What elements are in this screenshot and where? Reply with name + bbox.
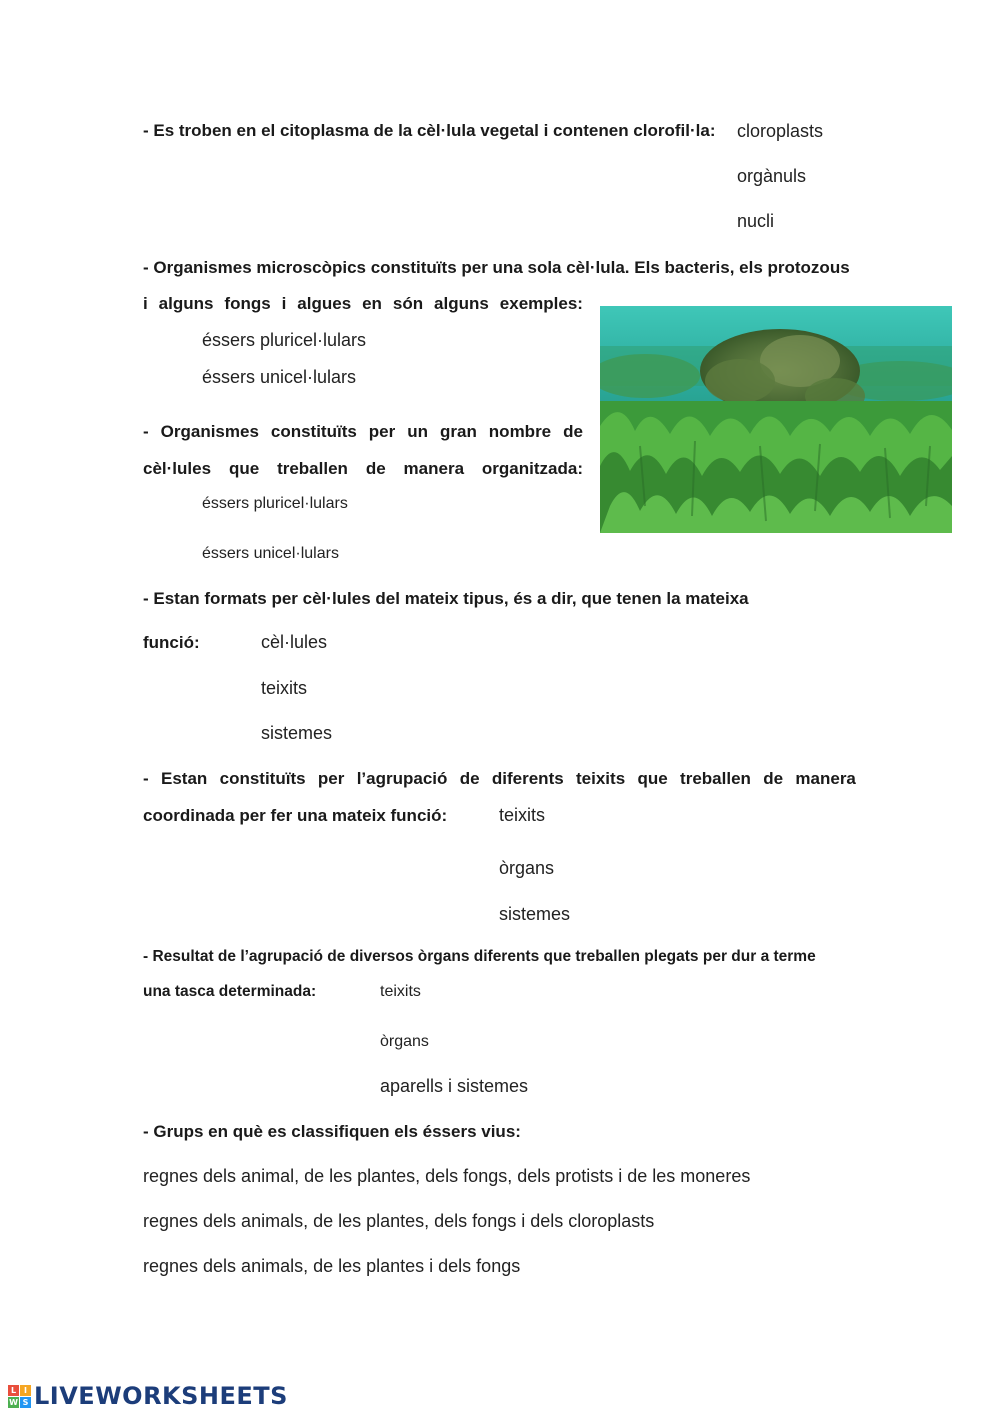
q3-word: manera	[403, 459, 465, 478]
liveworksheets-logo	[8, 1383, 288, 1409]
logo-block: W	[9, 1397, 18, 1407]
logo-block: S	[20, 1397, 31, 1408]
q3-prompt-line2	[143, 460, 583, 477]
q5-option-organs[interactable]: òrgans	[499, 858, 555, 878]
q5-word: que	[637, 769, 668, 788]
q5-word: l’agrupació	[356, 769, 448, 788]
q7-prompt: - Grups en què es classifiquen els éssers vius:	[143, 1122, 521, 1141]
q2-word: exemples:	[499, 294, 583, 313]
q5-word: -	[143, 769, 149, 788]
q4-option-cellules[interactable]: cèl·lules	[261, 632, 328, 652]
q3-word: Organismes	[160, 422, 259, 441]
q5-word: teixits	[576, 769, 626, 788]
q3-word: cèl·lules	[143, 459, 212, 478]
q6-option-aparells-i-sistemes[interactable]: aparells i sistemes	[380, 1076, 529, 1096]
seaweed-image	[600, 306, 952, 533]
logo-block: L	[8, 1385, 19, 1396]
q3-word: organitzada:	[481, 459, 583, 478]
q5-option-sistemes[interactable]: sistemes	[499, 904, 571, 924]
q6-option-organs[interactable]: òrgans	[380, 1033, 429, 1050]
q4-prompt-line2: funció:	[143, 633, 200, 652]
q6-option-teixits[interactable]: teixits	[380, 983, 421, 1000]
q3-word: gran	[439, 422, 477, 441]
q2-option-pluricellulars[interactable]: éssers pluricel·lulars	[202, 330, 367, 350]
q4-option-sistemes[interactable]: sistemes	[261, 723, 333, 743]
q2-word: alguns	[434, 294, 489, 313]
q4-option-teixits[interactable]: teixits	[261, 678, 308, 698]
seaweed-photo	[600, 306, 952, 533]
q1-option-cloroplasts[interactable]: cloroplasts	[737, 121, 824, 141]
q5-word: de	[459, 769, 480, 788]
q7-option-3[interactable]: regnes dels animals, de les plantes i dels fongs	[143, 1256, 521, 1276]
q5-word: manera	[795, 769, 856, 788]
logo-block: I	[20, 1385, 31, 1396]
q3-word: un	[407, 422, 429, 441]
q5-option-teixits[interactable]: teixits	[499, 805, 546, 825]
q3-word: de	[365, 459, 386, 478]
logo-blocks-icon	[8, 1385, 31, 1408]
q2-option-unicellulars[interactable]: éssers unicel·lulars	[202, 367, 357, 387]
q3-word: per	[368, 422, 396, 441]
q3-option-pluricellulars[interactable]: éssers pluricel·lulars	[202, 495, 348, 512]
q2-word: i	[281, 294, 287, 313]
q6-prompt-line1: - Resultat de l’agrupació de diversos òrgans diferents que treballen plegats per dur a terme	[143, 948, 816, 965]
q3-word: que	[228, 459, 260, 478]
q5-word: diferents	[491, 769, 564, 788]
q5-word: constituïts	[219, 769, 306, 788]
q2-word: fongs	[224, 294, 271, 313]
q3-word: nombre	[488, 422, 552, 441]
q7-option-2[interactable]: regnes dels animals, de les plantes, dels fongs i dels cloroplasts	[143, 1211, 655, 1231]
q3-prompt-line1	[143, 423, 583, 440]
q5-word: Estan	[161, 769, 208, 788]
q5-word: per	[317, 769, 345, 788]
q2-word: alguns	[158, 294, 214, 313]
q4-prompt-line1: - Estan formats per cèl·lules del mateix tipus, és a dir, que tenen la mateixa	[143, 589, 749, 608]
q5-prompt-line1	[143, 770, 856, 787]
q3-word: -	[143, 422, 149, 441]
q2-word: en	[362, 294, 382, 313]
q5-prompt-line2: coordinada per fer una mateix funció:	[143, 806, 448, 825]
q1-option-organuls[interactable]: orgànuls	[737, 166, 807, 186]
q6-prompt-line2: una tasca determinada:	[143, 983, 317, 1000]
q2-prompt-line1: - Organismes microscòpics constituïts per una sola cèl·lula. Els bacteris, els protozous	[143, 258, 850, 277]
q1-prompt: - Es troben en el citoplasma de la cèl·lula vegetal i contenen clorofil·la:	[143, 121, 716, 140]
q5-word: de	[763, 769, 784, 788]
q1-option-nucli[interactable]: nucli	[737, 211, 775, 231]
q2-word: i	[143, 294, 148, 313]
q2-word: són	[392, 294, 424, 313]
q2-prompt-line2	[143, 295, 583, 312]
q3-option-unicellulars[interactable]: éssers unicel·lulars	[202, 545, 339, 562]
q3-word: treballen	[277, 459, 348, 478]
q7-option-1[interactable]: regnes dels animal, de les plantes, dels fongs, dels protists i de les moneres	[143, 1166, 751, 1186]
q3-word: constituïts	[270, 422, 357, 441]
q3-word: de	[563, 422, 583, 441]
q5-word: treballen	[680, 769, 751, 788]
q2-word: algues	[297, 294, 352, 313]
logo-text: LIVEWORKSHEETS	[34, 1382, 288, 1410]
